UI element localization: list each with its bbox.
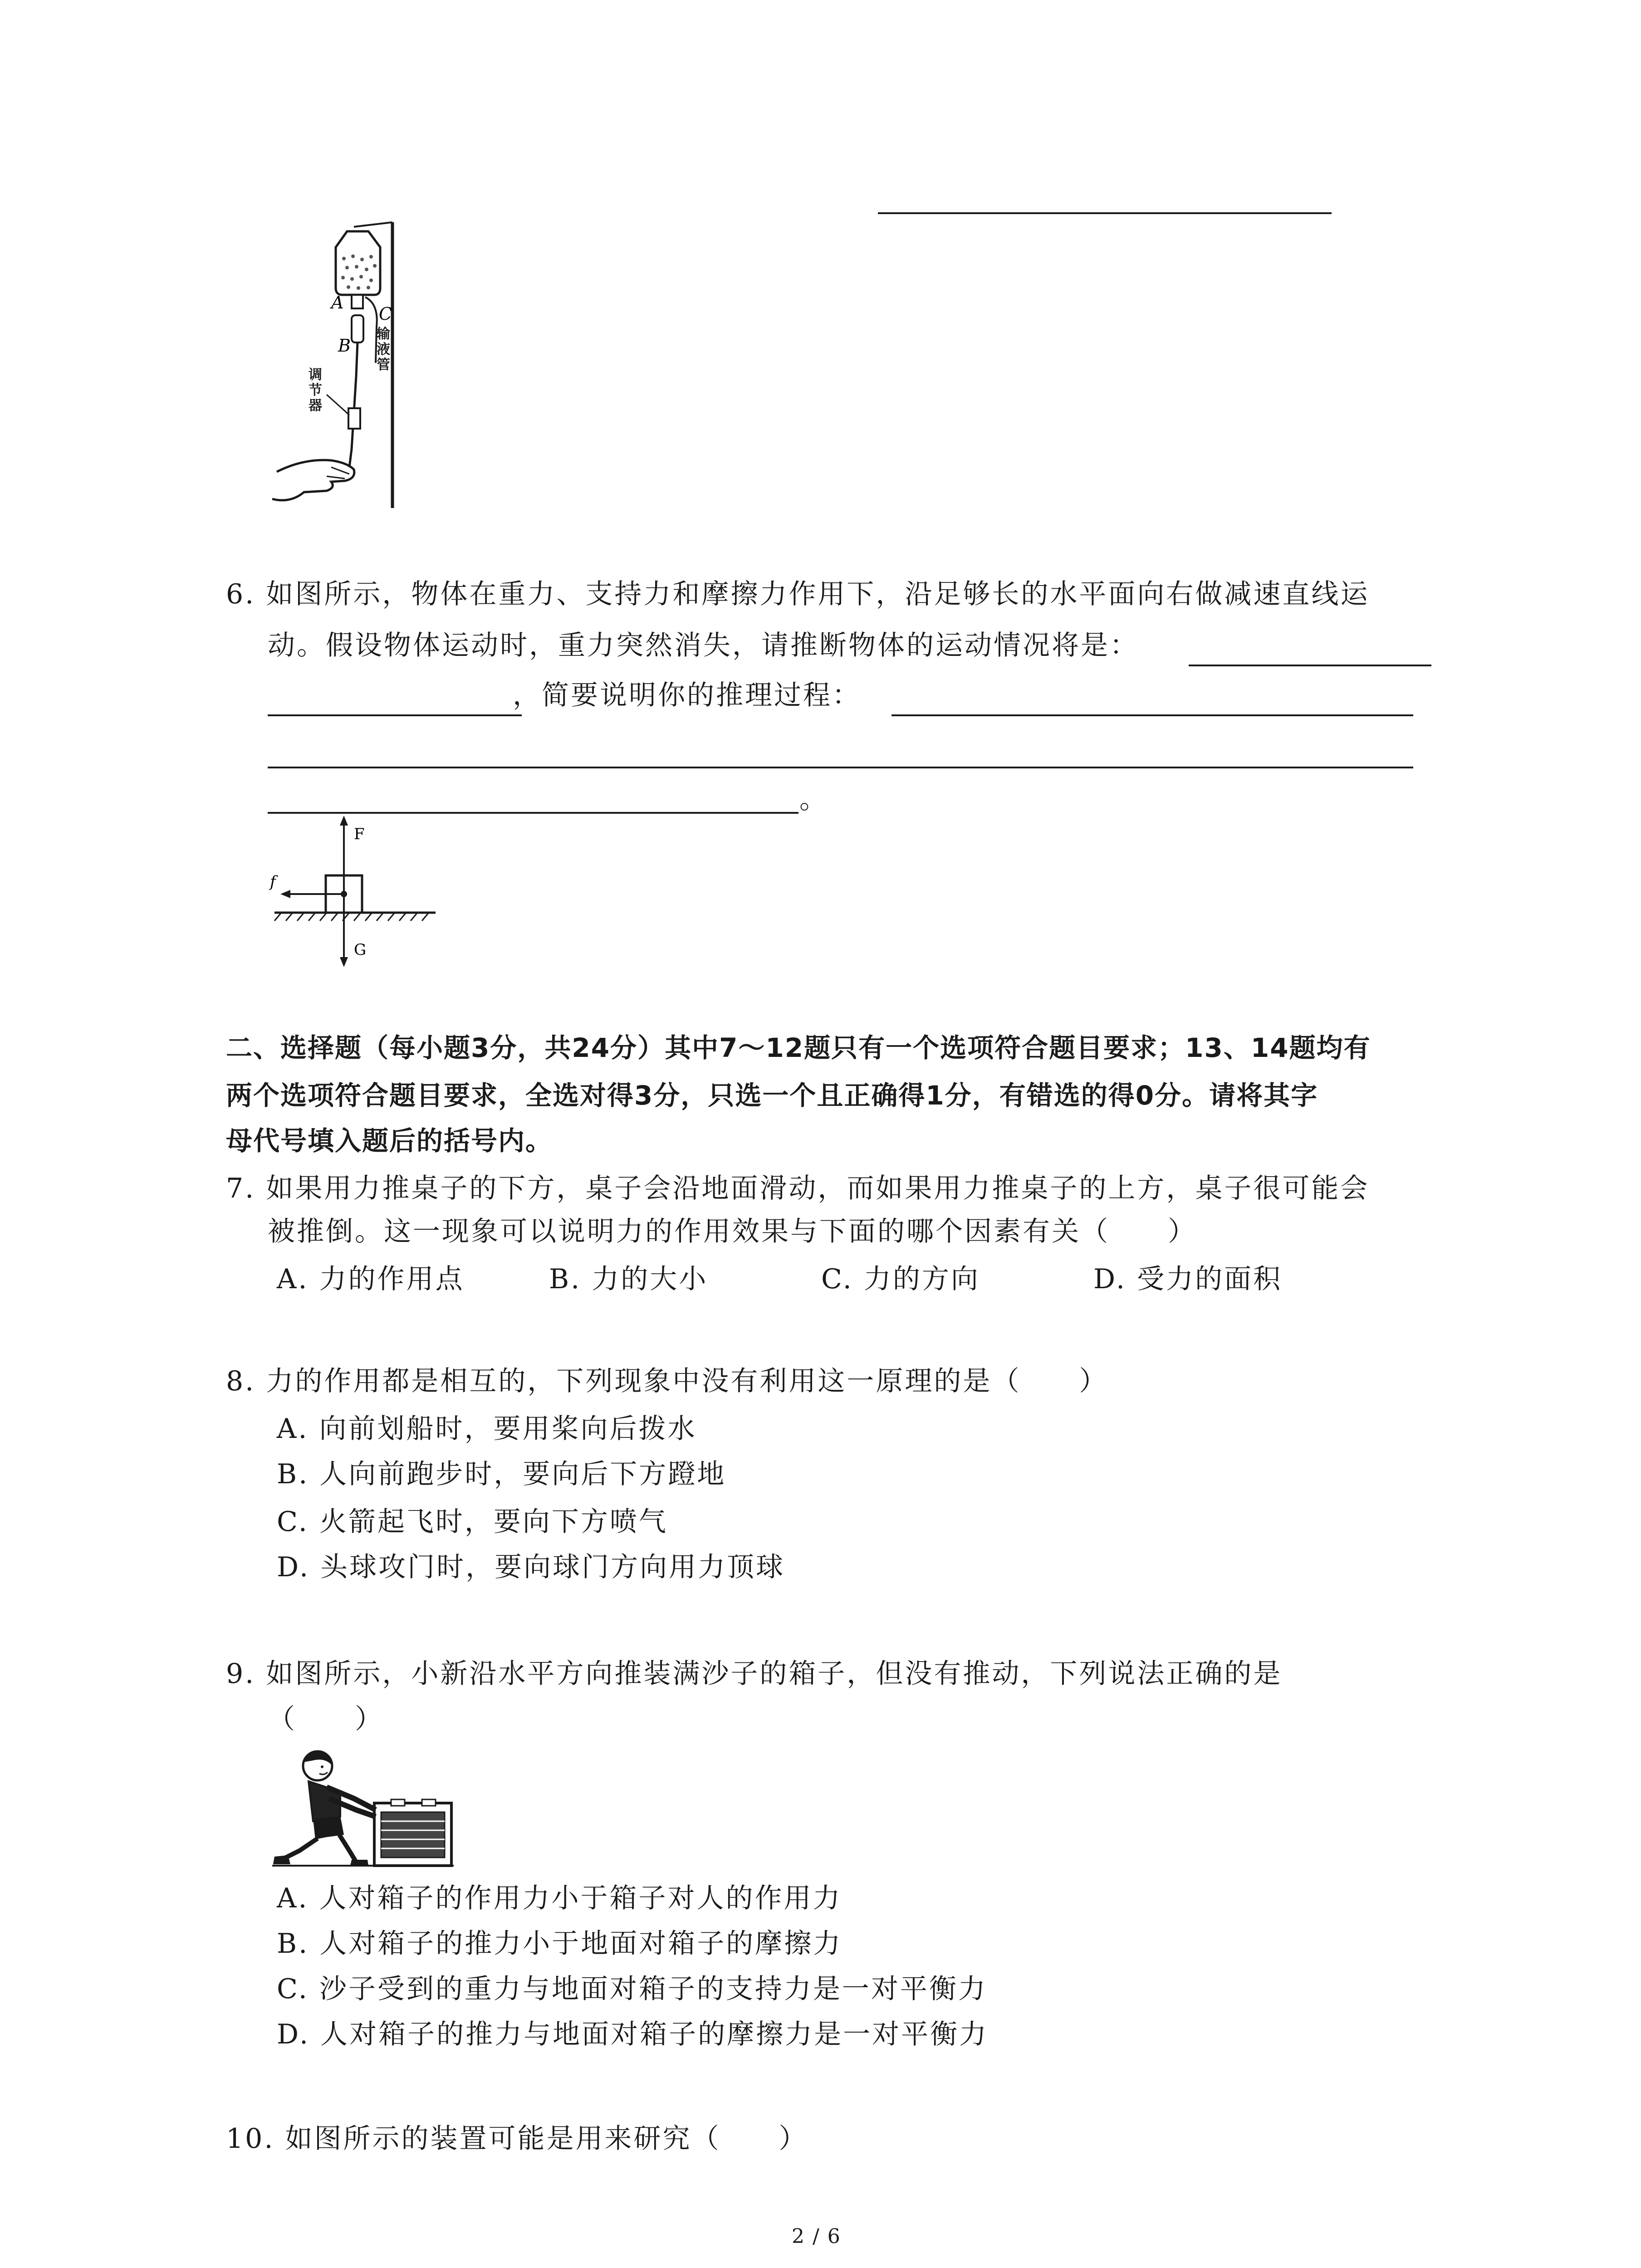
q9-option-d[interactable]: D. 人对箱子的推力与地面对箱子的摩擦力是一对平衡力: [277, 2019, 989, 2050]
label-regulator: 调节器: [309, 367, 322, 414]
q6-answer-blank-1[interactable]: [1189, 665, 1431, 666]
q9-line2: （ ）: [268, 1703, 384, 1735]
q6-reasoning-blank-1[interactable]: [892, 714, 1413, 716]
force-diagram: [268, 812, 440, 975]
q9-option-c[interactable]: C. 沙子受到的重力与地面对箱子的支持力是一对平衡力: [277, 1973, 987, 2005]
q6-line3-text: ，简要说明你的推理过程：: [513, 679, 861, 711]
section2-line2: 两个选项符合题目要求，全选对得3分，只选一个且正确得1分，有错选的得0分。请将其字: [226, 1080, 1318, 1111]
q10-stem: 10. 如图所示的装置可能是用来研究（ ）: [226, 2123, 808, 2155]
q7-line2: 被推倒。这一现象可以说明力的作用效果与下面的哪个因素有关（ ）: [268, 1216, 1197, 1247]
q6-period: 。: [799, 783, 828, 815]
q7-option-c[interactable]: C. 力的方向: [821, 1263, 980, 1295]
q6-reasoning-blank-2[interactable]: [268, 767, 1413, 768]
boy-pushing-box-figure: [272, 1749, 454, 1869]
label-a: A: [331, 293, 344, 313]
q7-option-a[interactable]: A. 力的作用点: [277, 1263, 465, 1295]
section2-line3: 母代号填入题后的括号内。: [226, 1125, 553, 1156]
q8-option-d[interactable]: D. 头球攻门时，要向球门方向用力顶球: [277, 1551, 785, 1583]
boy-pushing-box-svg: [272, 1749, 454, 1869]
iv-drip-figure: [263, 213, 408, 517]
answer-blank-top[interactable]: [878, 212, 1332, 214]
label-F: F: [354, 825, 365, 843]
q9-option-b[interactable]: B. 人对箱子的推力小于地面对箱子的摩擦力: [277, 1928, 843, 1960]
label-b: B: [338, 336, 351, 356]
force-diagram-svg: [268, 812, 440, 975]
label-G: G: [354, 941, 367, 959]
q6-line2: 动。假设物体运动时，重力突然消失，请推断物体的运动情况将是：: [268, 630, 1139, 661]
label-c: C: [379, 304, 392, 324]
q7-option-d[interactable]: D. 受力的面积: [1093, 1263, 1283, 1295]
q9-option-a[interactable]: A. 人对箱子的作用力小于箱子对人的作用力: [277, 1882, 842, 1914]
section2-line1: 二、选择题（每小题3分，共24分）其中7～12题只有一个选项符合题目要求；13、14题均有: [226, 1032, 1371, 1063]
q9-line1: 9. 如图所示，小新沿水平方向推装满沙子的箱子，但没有推动，下列说法正确的是: [226, 1658, 1283, 1690]
label-f: f: [270, 873, 276, 891]
page-number: 2 / 6: [792, 2225, 841, 2248]
q8-option-b[interactable]: B. 人向前跑步时，要向后下方蹬地: [277, 1458, 726, 1490]
q7-line1: 7. 如果用力推桌子的下方，桌子会沿地面滑动，而如果用力推桌子的上方，桌子很可能会: [226, 1173, 1370, 1204]
q8-stem: 8. 力的作用都是相互的，下列现象中没有利用这一原理的是（ ）: [226, 1365, 1108, 1397]
q8-option-a[interactable]: A. 向前划船时，要用桨向后拨水: [277, 1413, 697, 1445]
q7-option-b[interactable]: B. 力的大小: [549, 1263, 708, 1295]
q8-option-c[interactable]: C. 火箭起飞时，要向下方喷气: [277, 1506, 668, 1538]
label-infusion-tube: 输液管: [377, 326, 390, 373]
q6-line1: 6. 如图所示，物体在重力、支持力和摩擦力作用下，沿足够长的水平面向右做减速直线运: [226, 578, 1370, 610]
q6-answer-blank-2[interactable]: [268, 714, 522, 716]
